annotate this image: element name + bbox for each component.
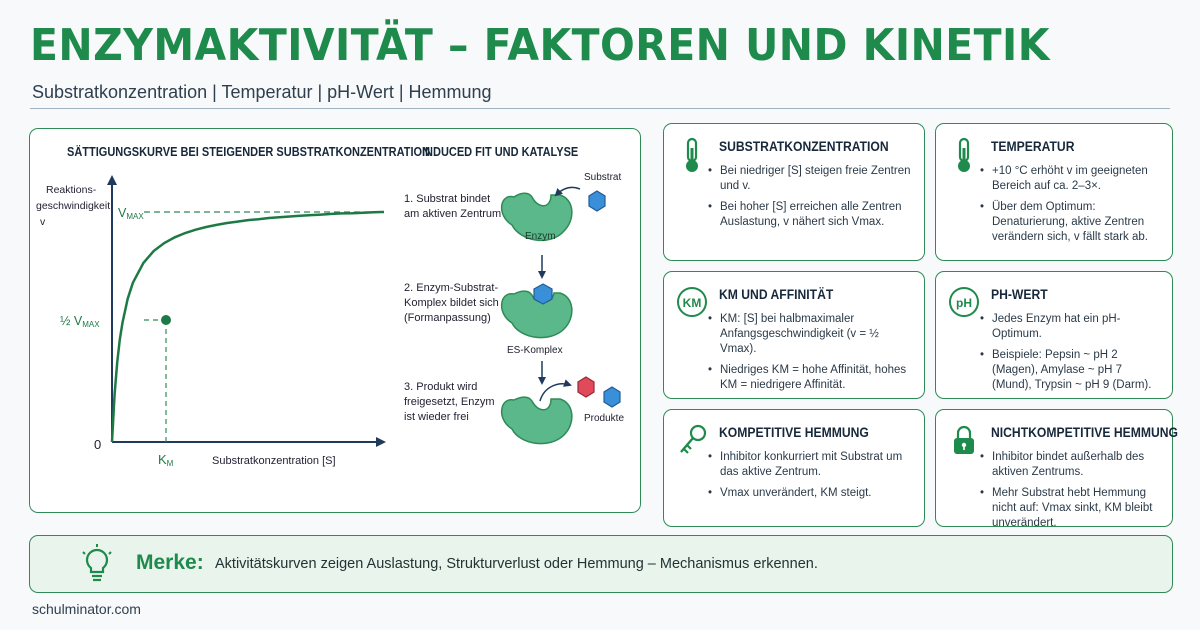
half-vmax-label: ½ V — [60, 314, 83, 328]
card-title: KOMPETITIVE HEMMUNG — [719, 425, 869, 440]
enzyme-label: Enzym — [525, 231, 556, 242]
card-km-affinitaet — [663, 271, 925, 399]
x-axis-label: Substratkonzentration [S] — [212, 455, 336, 467]
page-subtitle: Substratkonzentration | Temperatur | pH-Wert | Hemmung — [32, 82, 492, 102]
chart-section-title: SÄTTIGUNGSKURVE BEI STEIGENDER SUBSTRATKONZENTRATION — [67, 145, 431, 159]
page-title: ENZYMAKTIVITÄT – FAKTOREN UND KINETIK — [30, 20, 1050, 71]
km-icon-text: KM — [682, 296, 702, 310]
svg-text:½ VMAX — [60, 314, 100, 329]
card-bullets — [980, 312, 1162, 399]
card-title: SUBSTRATKONZENTRATION — [719, 139, 889, 154]
km-icon — [676, 284, 708, 324]
svg-text:KM — [158, 452, 174, 468]
card-bullet: • Beispiele: Pepsin ~ pH 2 (Magen), Amylase ~ pH 7 (Mund), Trypsin ~ pH 9 (Darm). — [980, 348, 1162, 393]
ph-icon — [948, 284, 980, 324]
ph-icon-text: pH — [956, 296, 972, 310]
card-bullet: • Bei hoher [S] erreichen alle Zentren Auslastung, v nähert sich Vmax. — [708, 200, 914, 230]
origin-label: 0 — [94, 437, 102, 452]
card-bullet: • Über dem Optimum: Denaturierung, aktive Zentren verändern sich, v fällt stark ab. — [980, 200, 1162, 245]
card-temperatur — [935, 123, 1173, 261]
card-bullet: • Mehr Substrat hebt Hemmung nicht auf: Vmax sinkt, KM bleibt unverändert. — [980, 486, 1162, 531]
card-title: KM UND AFFINITÄT — [719, 287, 834, 302]
y-axis-label-3: v — [40, 216, 46, 228]
header-divider — [30, 108, 1170, 109]
half-vmax-sub: MAX — [82, 320, 100, 329]
saturation-curve — [112, 212, 384, 442]
product-hexagon-red — [578, 377, 594, 397]
key-icon — [676, 422, 708, 462]
card-title: PH-WERT — [991, 287, 1048, 302]
substrate-hexagon-1 — [589, 191, 605, 211]
induced-fit-section-title: INDUCED FIT UND KATALYSE — [422, 145, 579, 159]
vmax-label: V — [118, 206, 127, 220]
vmax-sub: MAX — [126, 212, 144, 221]
footer-site: schulminator.com — [32, 601, 141, 617]
card-bullets — [708, 312, 914, 399]
panel-graphics — [30, 129, 642, 514]
card-title: TEMPERATUR — [991, 139, 1075, 154]
card-bullet: • Niedriges KM = hohe Affinität, hohes KM = niedrigere Affinität. — [708, 363, 914, 393]
card-bullet: • Inhibitor bindet außerhalb des aktiven Zentrums. — [980, 450, 1162, 480]
km-point — [161, 315, 171, 325]
induced-step-1: 1. Substrat bindet am aktiven Zentrum — [404, 193, 502, 220]
card-bullets — [708, 450, 914, 507]
merke-text: Aktivitätskurven zeigen Auslastung, Strukturverlust oder Hemmung – Mechanismus erkennen. — [215, 556, 818, 572]
km-sub: M — [166, 459, 174, 468]
card-title: NICHTKOMPETITIVE HEMMUNG — [991, 425, 1178, 440]
products-label: Produkte — [584, 413, 625, 424]
enzyme-shape-3 — [502, 397, 572, 443]
card-substratkonzentration — [663, 123, 925, 261]
merke-label: Merke: — [136, 551, 204, 574]
thermometer-icon — [948, 136, 980, 176]
card-bullets — [980, 450, 1162, 537]
km-label: K — [158, 452, 167, 467]
card-bullet: • Inhibitor konkurriert mit Substrat um das aktive Zentrum. — [708, 450, 914, 480]
lock-icon — [948, 422, 980, 462]
substrate-hexagon-2 — [534, 284, 552, 304]
binding-arrow — [556, 187, 580, 195]
kinetics-panel — [29, 128, 641, 513]
thermometer-icon — [676, 136, 708, 176]
card-kompetitive-hemmung — [663, 409, 925, 527]
card-bullet: • Jedes Enzym hat ein pH-Optimum. — [980, 312, 1162, 342]
card-bullet: • Bei niedriger [S] steigen freie Zentren und v. — [708, 164, 914, 194]
lightbulb-icon — [80, 544, 114, 586]
svg-text:VMAX — [118, 206, 144, 221]
substrate-label: Substrat — [584, 172, 622, 183]
y-axis-label-2: geschwindigkeit — [36, 200, 111, 212]
y-axis-label-1: Reaktions- — [46, 184, 97, 196]
card-bullets — [980, 164, 1162, 251]
card-nichtkompetitive-hemmung — [935, 409, 1178, 529]
card-ph-wert — [935, 271, 1173, 399]
product-hexagon-blue — [604, 387, 620, 407]
merke-banner — [29, 535, 1173, 593]
es-complex-label: ES-Komplex — [507, 345, 563, 356]
induced-step-2: 2. Enzym-Substrat- Komplex bildet sich (Formanpassung) — [404, 282, 499, 324]
card-bullet: • Vmax unverändert, KM steigt. — [708, 486, 914, 501]
induced-step-3: 3. Produkt wird freigesetzt, Enzym ist wieder frei — [404, 381, 495, 423]
card-bullet: • KM: [S] bei halbmaximaler Anfangsgeschwindigkeit (v = ½ Vmax). — [708, 312, 914, 357]
card-bullet: • +10 °C erhöht v im geeigneten Bereich auf ca. 2–3×. — [980, 164, 1162, 194]
card-bullets — [708, 164, 914, 236]
